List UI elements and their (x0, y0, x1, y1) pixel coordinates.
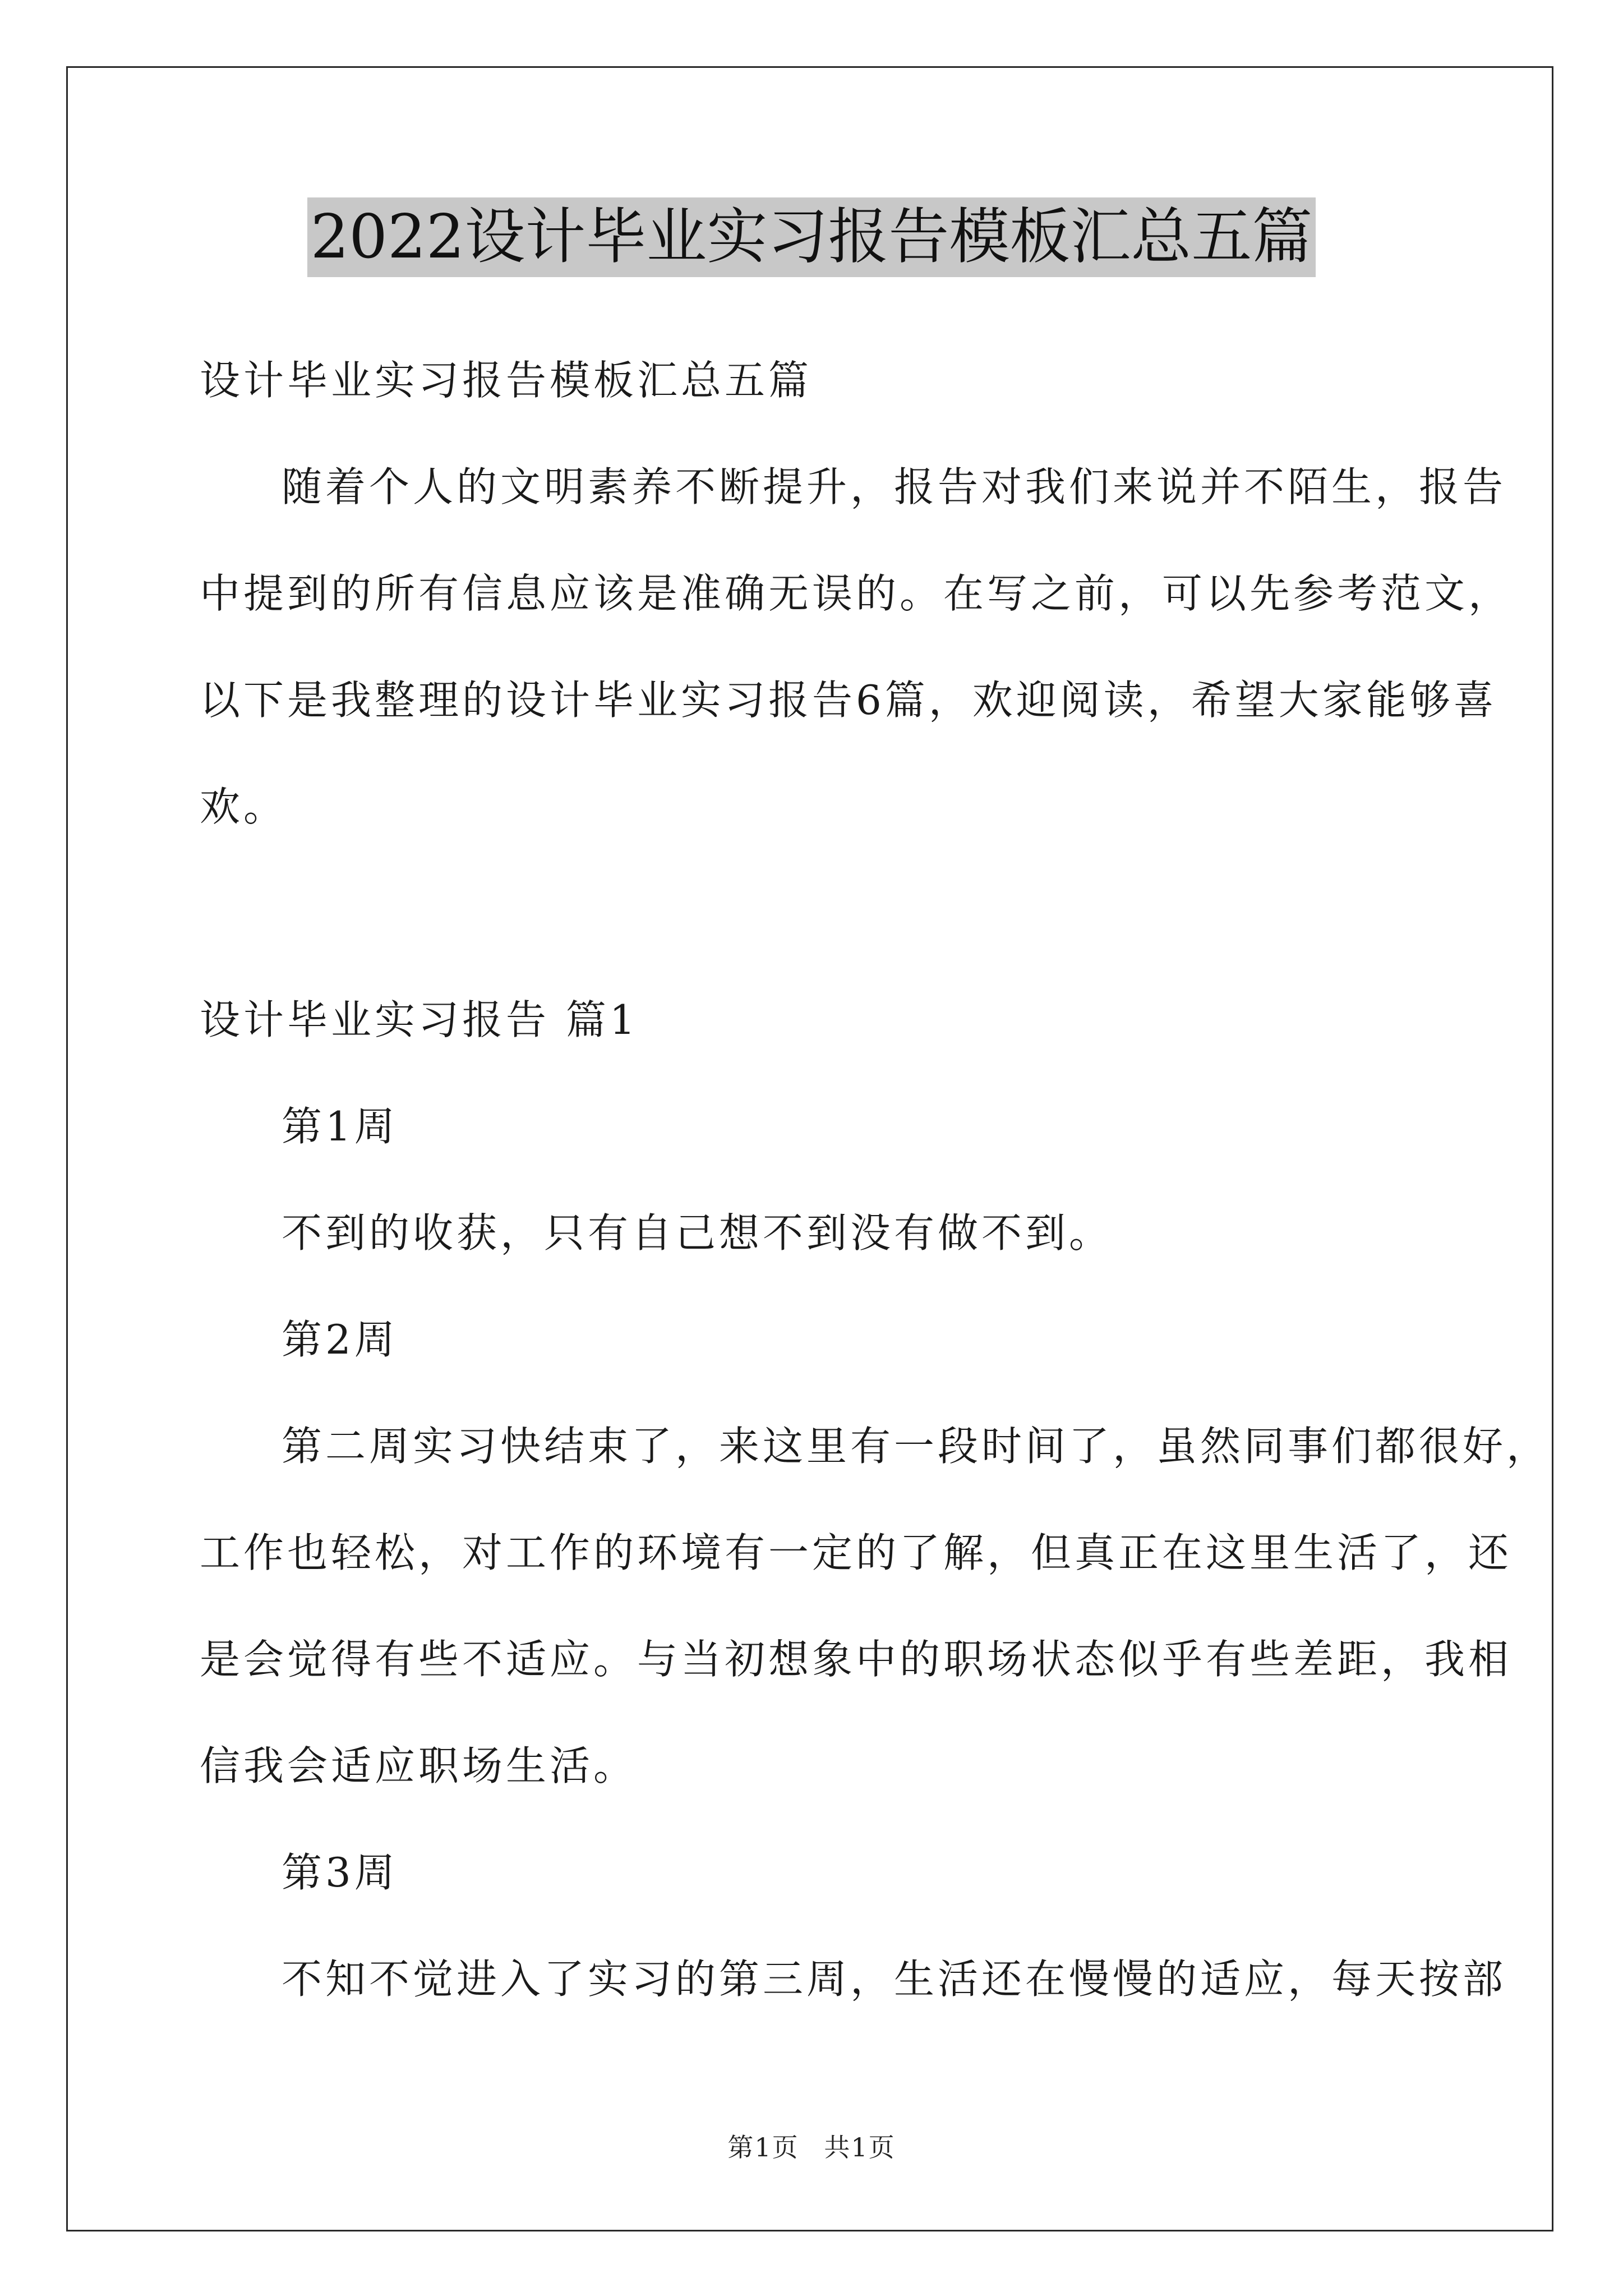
paragraph-line: 不到的收获，只有自己想不到没有做不到。 (282, 1209, 1113, 1257)
paragraph-line: 工作也轻松，对工作的环境有一定的了解，但真正在这里生活了，还 (200, 1529, 1513, 1576)
section-heading: 设计毕业实习报告 篇1 (200, 996, 639, 1043)
paragraph-line: 第二周实习快结束了，来这里有一段时间了，虽然同事们都很好， (282, 1423, 1551, 1470)
page-footer (0, 2127, 1623, 2164)
paragraph-line: 中提到的所有信息应该是准确无误的。在写之前，可以先参考范文， (200, 570, 1513, 617)
paragraph-line: 不知不觉进入了实习的第三周，生活还在慢慢的适应，每天按部 (282, 1955, 1507, 2003)
document-title: 2022设计毕业实习报告模板汇总五篇 (307, 197, 1316, 277)
page-number: 第1页 (727, 2132, 799, 2162)
week-heading: 第1周 (282, 1103, 398, 1150)
week-heading: 第2周 (282, 1316, 398, 1363)
paragraph-line: 是会觉得有些不适应。与当初想象中的职场状态似乎有些差距，我相 (200, 1636, 1513, 1683)
week-heading: 第3周 (282, 1849, 398, 1896)
paragraph-line: 随着个人的文明素养不断提升，报告对我们来说并不陌生，报告 (282, 463, 1507, 510)
subtitle-line: 设计毕业实习报告模板汇总五篇 (200, 357, 813, 404)
paragraph-line: 以下是我整理的设计毕业实习报告6篇，欢迎阅读，希望大家能够喜 (200, 677, 1497, 724)
page-total: 共1页 (824, 2132, 896, 2162)
title-container (0, 197, 1623, 277)
paragraph-line: 信我会适应职场生活。 (200, 1742, 638, 1789)
paragraph-line: 欢。 (200, 783, 288, 830)
